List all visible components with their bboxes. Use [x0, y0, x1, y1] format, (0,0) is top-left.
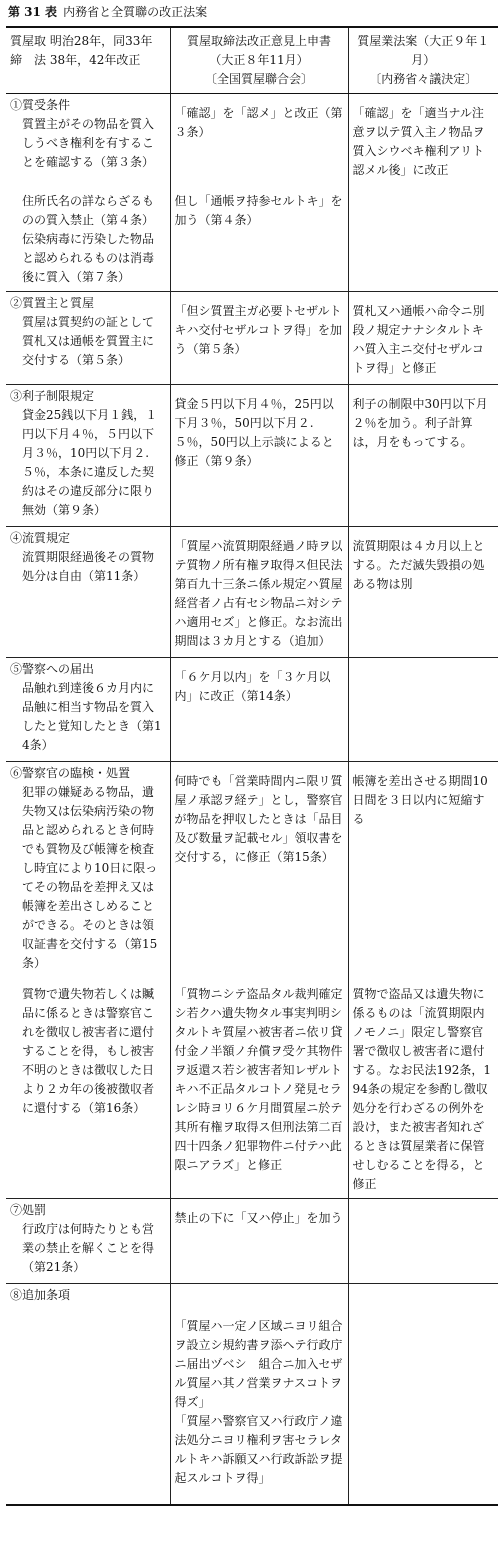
section-title: ①質受条件: [10, 98, 71, 112]
cell-federation: 何時でも「営業時間内ニ限リ質屋ノ承認ヲ経テ」とし，警察官が物品を押収したときは「品目及び数量ヲ記載セル」領収書を交付する，に修正（第15条）: [170, 762, 348, 980]
table-row: [6, 1311, 498, 1505]
cell-federation: 禁止の下に「又ハ停止」を加う: [170, 1199, 348, 1284]
table-caption: [8, 4, 207, 20]
table-title: 内務省と全質聯の改正法案: [63, 5, 208, 19]
cell-federation: [170, 1284, 348, 1312]
cell-federation: 「質物ニシテ盗品タル裁判確定シ若クハ遺失物タル事実判明シタルトキ質屋ハ被害者ニ依リ貸付金ノ半額ノ弁償ヲ受ケ其物件ヲ返還ス若シ被害者知レザルトキハ不正品タルコトノ発見セラレシ時ヨリ６ケ月間質屋ニ於テ其所有権ヲ取得ス但刑法第二百四十四条ノ犯罪物件ニ付テハ此限ニアラズ」と修正: [170, 979, 348, 1199]
table-row: [6, 94, 498, 187]
table-row: [6, 658, 498, 762]
cell-ministry: [348, 1311, 498, 1505]
table-row: [6, 1199, 498, 1284]
cell-federation: 「確認」を「認メ」と改正（第３条）: [170, 94, 348, 187]
section-title: ③利子制限規定: [10, 389, 95, 403]
cell-ministry: [348, 658, 498, 762]
cell-current-law: ⑤警察への届出 品触れ到達後６カ月内に品触に相当す物品を質入したと覚知したとき（第14条）: [6, 658, 170, 762]
cell-ministry: 帳簿を差出させる期間10日間を３日以内に短縮する: [348, 762, 498, 980]
cell-federation: 「但シ質置主ガ必要トセザルトキハ交付セザルコトヲ得」を加う（第５条）: [170, 292, 348, 385]
header-current-law: 質屋取 明治28年，同33年 締 法 38年，42年改正: [6, 27, 170, 94]
section-title: ②質置主と質屋: [10, 296, 95, 310]
cell-current-law: [6, 1284, 170, 1312]
cell-current-law: ⑦処罰 行政庁は何時たりとも営業の禁止を解くことを得（第21条）: [6, 1199, 170, 1284]
cell-current-law: ③利子制限規定 貸金25銭以下月１銭，１円以下月４％，５円以下月３％，10円以下月２.５％，本条に違反した契約はその違反部分に限り無効（第９条）: [6, 385, 170, 527]
header-federation-proposal: 質屋取締法改正意見上申書 （大正８年11月） 〔全国質屋聯合会〕: [170, 27, 348, 94]
cell-ministry: 質札又ハ通帳ハ命令ニ別段ノ規定ナナシタルトキハ質入主ニ交付セザルコトヲ得」と修正: [348, 292, 498, 385]
section-title: ⑥警察官の臨検・処置: [10, 766, 131, 780]
table-row: [6, 527, 498, 658]
cell-ministry: 利子の制限中30円以下月２％を加う。利子計算は，月をもってする。: [348, 385, 498, 527]
cell-current-law: ②質置主と質屋 質屋は質契約の証として質札又は通帳を質置主に交付する（第５条）: [6, 292, 170, 385]
cell-ministry: [348, 1284, 498, 1312]
comparison-table: [6, 26, 498, 1506]
cell-ministry: 質物で盗品又は遺失物に係るものは「流質期限内ノモノニ」限定し警察官署で徴収し被害者に還付する。なお民法192条，194条の規定を参酌し徴収処分を行わざるの例外を設け，また被害者知れざるときは質屋業者に保管せしむることを得る，と修正: [348, 979, 498, 1199]
table-row: [6, 385, 498, 527]
cell-current-law: 住所氏名の詳ならざるものの質入禁止（第４条）伝染病毒に汚染した物品と認められるものは消毒後に質入（第７条）: [6, 186, 170, 292]
cell-current-law: ①質受条件 質置主がその物品を質入しうべき権利を有することを確認する（第３条）: [6, 94, 170, 187]
cell-current-law: ④流質規定 流質期限経過後その質物処分は自由（第11条）: [6, 527, 170, 658]
cell-ministry: 流質期限は４カ月以上とする。ただ滅失毀損の処ある物は別: [348, 527, 498, 658]
table-row: [6, 979, 498, 1199]
table-row: [6, 762, 498, 980]
table-row: [6, 292, 498, 385]
section-title: ⑧追加条項: [10, 1288, 71, 1302]
cell-federation: 「質屋ハ一定ノ区域ニヨリ組合ヲ設立シ規約書ヲ添ヘテ行政庁ニ届出ヅベシ 組合ニ加入セザル質屋ハ其ノ営業ヲナスコトヲ得ズ」 「質屋ハ警察官又ハ行政庁ノ違法処分ニヨリ権利ヲ害セラレタルトキハ訴願又ハ行政訴訟ヲ提起スルコトヲ得」: [170, 1311, 348, 1505]
section-title: ⑤警察への届出: [10, 662, 95, 676]
header-home-ministry-bill: 質屋業法案（大正９年１月） 〔内務省々議決定〕: [348, 27, 498, 94]
cell-current-law: [6, 1311, 170, 1505]
cell-federation: 「６ケ月以内」を「３ケ月以内」に改正（第14条）: [170, 658, 348, 762]
table-header-row: [6, 27, 498, 94]
cell-ministry: [348, 186, 498, 292]
cell-ministry: [348, 1199, 498, 1284]
cell-federation: 貸金５円以下月４％，25円以下月３％，50円以下月２.５％，50円以上示談によると修正（第９条）: [170, 385, 348, 527]
section-title: ④流質規定: [10, 531, 71, 545]
section-title: ⑦処罰: [10, 1203, 47, 1217]
cell-ministry: 「確認」を「適当ナル注意ヲ以テ質入主ノ物品ヲ質入シウベキ権利アリト認メル後」に改正: [348, 94, 498, 187]
table-row: [6, 186, 498, 292]
cell-current-law: 質物で遺失物若しくは贓品に係るときは警察官これを徴収し被害者に還付することを得，もし被害不明のときは徴収した日より２カ年の後被徴収者に還付する（第16条）: [6, 979, 170, 1199]
table-row: [6, 1284, 498, 1312]
table-number: 第 31 表: [8, 5, 58, 19]
cell-federation: 「質屋ハ流質期限経過ノ時ヲ以テ質物ノ所有権ヲ取得ス但民法第百九十三条ニ係ル規定ハ質屋経営者ノ占有セシ物品ニ対シテハ適用セズ」と修正。なお流出期間は３カ月とする（追加）: [170, 527, 348, 658]
cell-current-law: ⑥警察官の臨検・処置 犯罪の嫌疑ある物品，遺失物又は伝染病汚染の物品と認められるとき何時でも質物及び帳簿を検査し時宜により10日に限ってその物品を差押え又は帳簿を差出さしめることができる。そのときは領収証書を交付する（第15条）: [6, 762, 170, 980]
cell-federation: 但し「通帳ヲ持参セルトキ」を加う（第４条）: [170, 186, 348, 292]
